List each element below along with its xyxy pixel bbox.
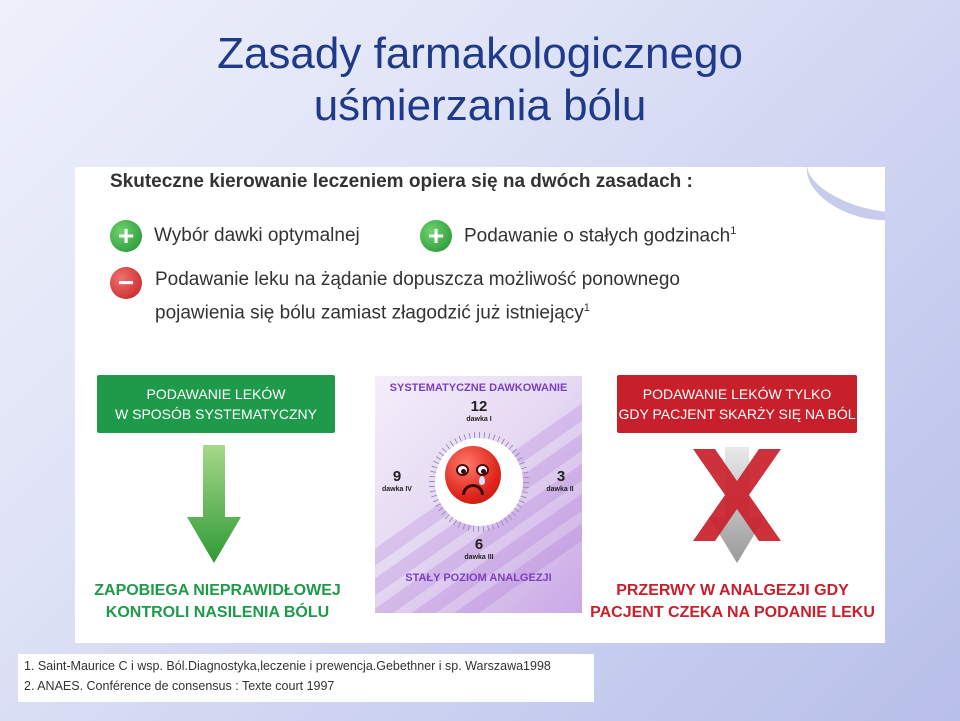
principle-optimal-dose-label: Wybór dawki optymalnej [154,225,360,246]
footnote-ref: 1 [730,224,737,237]
clock-title: SYSTEMATYCZNE DAWKOWANIE [389,382,568,394]
systematic-dosing-box-line-1: PODAWANIE LEKÓW [146,386,286,402]
reference-2: 2. ANAES. Conférence de consensus : Texte court 1997 [24,679,335,693]
principle-optimal-dose [110,220,360,252]
principle-on-demand [110,267,154,299]
systematic-dosing-outcome-line-1: ZAPOBIEGA NIEPRAWIDŁOWEJ [94,582,341,599]
slide-title-line-1: Zasady farmakologicznego [217,29,743,78]
systematic-dosing-clock-panel [375,376,582,613]
on-demand-dosing-outcome [580,580,885,624]
clock-footer: STAŁY POZIOM ANALGEZJI [405,572,552,584]
reference-1: 1. Saint-Maurice C i wsp. Ból.Diagnostyka,leczenie i prewencja.Gebethner i sp. Warszawa1998 [24,659,551,673]
systematic-dosing-box [97,375,335,433]
clock-hour-12: 12 [470,398,488,415]
clock-dose-3: dawka II [546,486,574,493]
slide-title [0,28,960,132]
crossed-arrow-icon [687,443,787,567]
clock-hour-6: 6 [474,536,484,553]
infographic-panel [75,167,885,643]
on-demand-dosing-outcome-line-2: PACJENT CZEKA NA PODANIE LEKU [590,604,875,621]
references [18,654,594,702]
systematic-dosing-box-line-2: W SPOSÓB SYSTEMATYCZNY [115,406,317,422]
on-demand-dosing-box-line-1: PODAWANIE LEKÓW TYLKO [642,386,832,402]
crying-face-icon [445,446,501,504]
clock-hour-9: 9 [392,468,402,485]
clock-dose-6: dawka III [464,554,494,561]
minus-icon: − [110,267,142,299]
principle-on-demand-line-1: Podawanie leku na żądanie dopuszcza możliwość ponownego [155,269,680,290]
on-demand-dosing-box-line-2: GDY PACJENT SKARŻY SIĘ NA BÓL [618,406,856,422]
footnote-ref: 1 [583,302,590,314]
principles-heading: Skuteczne kierowanie leczeniem opiera się na dwóch zasadach : [110,171,693,192]
clock-dose-12: dawka I [466,416,492,423]
plus-icon: + [420,220,452,252]
principle-fixed-hours-label: Podawanie o stałych godzinach$^1$ [464,224,737,247]
principle-on-demand-text [155,265,680,327]
clock-dose-9: dawka IV [382,486,412,493]
systematic-dosing-outcome [75,580,360,624]
on-demand-dosing-outcome-line-1: PRZERWY W ANALGEZJI GDY [616,582,849,599]
decorative-swoosh [797,167,885,234]
systematic-dosing-outcome-line-2: KONTROLI NASILENIA BÓLU [105,604,330,621]
slide-title-line-2: uśmierzania bólu [313,81,647,130]
principle-on-demand-line-2: pojawienia się bólu zamiast złagodzić już istniejący$^1$ [155,302,590,324]
clock-dial [429,432,529,532]
principle-fixed-hours [420,220,736,252]
plus-icon: + [110,220,142,252]
on-demand-dosing-box [617,375,857,433]
down-arrow-icon [187,445,241,565]
clock-hour-3: 3 [556,468,566,485]
